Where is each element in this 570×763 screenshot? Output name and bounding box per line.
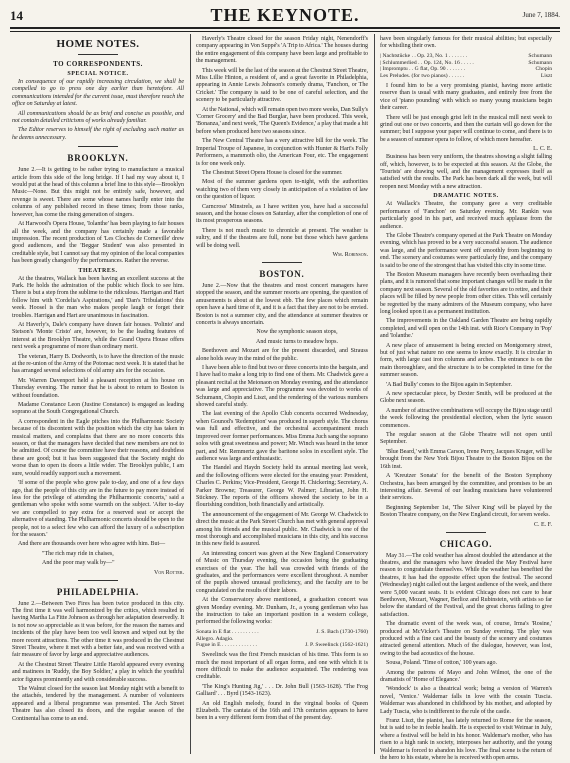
article-signature: C. E. F. xyxy=(533,521,552,528)
column-rule-2 xyxy=(374,34,375,754)
programme-row xyxy=(196,642,368,649)
article-paragraph: I have been able to find but two or three concerts into the bargain, and I have had to make a long trip to find one of them. Mr. Chadwick gave a pleasant recital at the Meionaon on Monday evening, and the attendance was large and appreciative. The programme was devoted to works of Schumann, Chopin and Liszt, and the rendering of the various numbers showed careful study. xyxy=(196,365,368,409)
philadelphia-heading: PHILADELPHIA. xyxy=(56,586,140,597)
column-1 xyxy=(12,36,184,754)
programme-row xyxy=(380,53,552,60)
column-2 xyxy=(196,36,368,754)
article-paragraph: Business has been very uniform, the theatres showing a slight falling off, which, however, is to be expected at this season. At the Globe, the 'Tourists' are drawing well, and the management expresses itself as satisfied with the results. The Park has been dark all the week, but will reopen next Monday with a new attraction. xyxy=(380,154,552,190)
article-paragraph: At the Chestnut Street Theatre Little Harold appeared every evening and matinees in 'Ruddy, the Boy Soldier,' a play in which the youthful actor figures prominently and with considerable success. xyxy=(12,661,184,683)
article-paragraph: Sweelinck was the first French musician of his time. This form is so much the most important of all organ forms, and one with which it is more difficult to make the audience acquainted. The rendering was creditable. xyxy=(196,652,368,681)
article-paragraph: 'Wondock' is also a theatrical work; being a version of Warren's novel, 'Venice.' Waldemar falls in love with the cousin Tuscia. Waldemar was abandoned in childhood by his mother, and adopted by Lady Tuscia, who is indifferent to the rule of the castle. xyxy=(380,686,552,715)
article-paragraph: Franz Liszt, the pianist, has lately returned to Rome for the season, but is said to be in feeble health. He is expected to visit Weimar in July, where a festival will be held in his honor. Waldemar's mother, who has risen to a high rank in society, interposes her authority, and the young Waldemar is forced to abandon his love. The final scene is the return of the hero to his estate, where he is received with open arms. xyxy=(380,718,552,762)
article-paragraph: Madame Constance Leon (Justine Constance) is engaged as leading soprano at the South Congregational Church. xyxy=(12,402,184,416)
section-rule xyxy=(78,580,118,581)
theatres-label: THEATRES. xyxy=(78,267,118,274)
article-paragraph: At the theatres, Wallack has been having an excellent success at the Park. He holds the admiration of the public which flock to see him. There is but a step from the sublime to the ridiculous. Harrigan and Hart follow him with 'Cordelia's Aspirations,' and 'Dan's Tribulations' this week. Hoosel is the man who makes people laugh or forget their troubles. Harrigan and Hart are unanimous in fascination. xyxy=(12,275,184,319)
verse-line: And music turns to meadow hops. xyxy=(256,338,338,345)
article-paragraph: The last evening of the Apollo Club concerts occurred Wednesday, when Gounod's 'Redemption' was produced in superb style. The chorus was full and effective, and the orchestral accompaniment much improved over former performances. Miss Emma Juch sang the soprano solos with great sweetness and power; Mr. Winch was heard in the tenor part, and Mr. Remmertz gave the baritone solos in excellent style. The audience was large and enthusiastic. xyxy=(196,411,368,462)
programme-row xyxy=(380,73,552,80)
article-paragraph: 'Blue Beard,' with Emma Carson, Irene Perry, Jacques Kruger, will be brought from the New York Bijou Theatre to the Boston Bijou on the 16th inst. xyxy=(380,448,552,470)
correspondents-subtitle: TO CORRESPONDENTS. xyxy=(53,60,143,68)
article-paragraph: The Handel and Haydn Society held its annual meeting last week, and the following officers were elected for the ensuing year: President, Charles C. Perkins; Vice-President, George H. Chickering; Secretary, A. Parker Browne; Treasurer, George W. Palmer; Librarian, John H. Stickney. The reports of the officers showed the society to be in a flourishing condition, both financially and artistically. xyxy=(196,465,368,509)
verse-line: Now the symphonic season stops, xyxy=(256,329,338,336)
notice-paragraph: The Editor reserves to himself the right of excluding such matter as he deems unnecessary. xyxy=(12,127,184,141)
programme-table xyxy=(196,629,368,649)
article-paragraph: June 2.—Now that the theatres and most concert managers have stopped the season, and the summer resorts are opening, the question of amusements is about at the lowest ebb. The few places which remain open have a hard time of it, and it is a fact that they are not to be envied. Boston is not a summer city, and the attendance at summer theatres or concerts is always uncertain. xyxy=(196,282,368,326)
article-paragraph: The veteran, Harry B. Dodworth, is to have the direction of the music at the re-union of the Army of the Potomac next week. It is stated that he has arranged several selections of old army airs for the occasion. xyxy=(12,353,184,375)
page-number: 14 xyxy=(10,8,23,23)
programme-composer: Liszt xyxy=(540,73,552,80)
section-rule xyxy=(78,54,118,55)
article-paragraph: The Chestnut Street Opera House is closed for the summer. xyxy=(202,169,343,176)
article-paragraph: I found him to be a very promising pianist, having more artistic reserve than is usual with many graduates, and entirely free from the vice of 'piano pounding' with which so many young musicians begin their career. xyxy=(380,83,552,112)
programme-composer: Schumann xyxy=(528,59,552,66)
article-paragraph: The Boston Museum managers have recently been overhauling their plans, and it is rumored that some important changes will be made in the company next season. Several of the old favorites are to retire, and their places will be filled by new people from other cities. This will certainly be regretted by the many admirers of the Museum company, who have long looked upon it as a permanent institution. xyxy=(380,271,552,315)
article-paragraph: This week will be the last of the season at the Chestnut Street Theatre, Miss Lillie Hinton, a resident of, and a great favorite in Philadelphia, appearing in Annie Lewis Johnson's comedy drama, 'Fanchon, or The Cricket.' The company is said to be one of careful selection, and the scenery to be particularly attractive. xyxy=(196,67,368,104)
programme-composer: J. S. Bach (1730-1760) xyxy=(316,628,368,635)
article-paragraph: Among the patrons of Mayo and John Wilmot, the one of the dramatists of 'Home of Elegance.' xyxy=(380,669,552,684)
article-paragraph: There will be just enough grist left in the musical mill next week to grind out one or two concerts, and then the curtain will go down for the summer; but I suppose your paper will continue to come, and there is to be a season of summer opera to follow, of which more hereafter. xyxy=(380,114,552,143)
programme-table xyxy=(380,53,552,80)
article-paragraph: June 2.—Between Two Fires has been twice produced in this city. The first time it was well harmonized by the critics, which resulted in having Martha La Fitte Johnson as through her adaptation deservedly. It is not now so appreciable as it was before, for the reason the names and incidents of the play have been too well known and wiped out by the more recent attractions. The other time it was produced in the Chestnut Street Theatre, where it met with a better fate, and was received with a fair measure of favor by large and appreciative audiences. xyxy=(12,600,184,659)
boston-heading: BOSTON. xyxy=(259,268,305,279)
article-paragraph: An old English melody, found in the virginal books of Queen Elizabeth. The cantata of the 16th and 17th centuries appears to have been in a very different form from that of the present day. xyxy=(196,700,368,722)
article-paragraph: Sousa, Poland. 'Time of cotton,' 100 years ago. xyxy=(386,660,498,667)
article-paragraph: The improvements in the Oakland Garden Theatre are being rapidly completed, and will open on the 14th inst. with Rice's Company in 'Pop' and 'Iolanthe.' xyxy=(380,318,552,340)
article-paragraph: A correspondent in the Eagle pitches into the Philharmonic Society because of its discontent with the position which the city has taken in musical matters, and complains that there are no more concerts this season, or that the managers have decided that new members are not to be admitted. Of course the committee have their reasons, and doubtless these are good; but it has been suggested that the Society might do worse than to open its doors a little wider. The Brooklyn public, I am sure, would readily support such a movement. xyxy=(12,418,184,477)
section-rule xyxy=(446,532,486,533)
article-paragraph: Most of the summer gardens open to-night, with the authorities watching two of them very closely in anticipation of a violation of law on the question of liquor. xyxy=(196,179,368,201)
section-rule xyxy=(78,146,118,147)
column-3 xyxy=(380,36,552,762)
article-paragraph: The announcement of the engagement of Mr. George W. Chadwick to direct the music at the Park Street Church has met with general approval among his friends and the musical public. Mr. Chadwick is one of the most thorough and accomplished musicians in this city, and his success in this new field is assured. xyxy=(196,511,368,548)
page-header xyxy=(10,5,560,25)
article-paragraph: There is not much music to chronicle at present. The weather is sultry, and if the theatres are full, none but those which have gardens will be doing well. xyxy=(196,227,368,249)
article-paragraph: At the Conservatory above mentioned, a graduation concert was given Monday evening. Mr. Dunham, Jr., a young gentleman who has the instruction to take an important position in a western college, performed the following works: xyxy=(196,597,368,626)
programme-work: | Nachtstücke . . Op. 23, No. 1 . . . . . . . xyxy=(380,52,468,59)
verse-line: And the poor may walk by—" xyxy=(42,560,115,567)
article-paragraph: A new place of amusement is being erected on Montgomery street, but of just what nature no one seems to know exactly. It is circular in form, with large cast iron columns and arches. The entrance is on the main thoroughfare, and the structure is to be completed in time for the summer season. xyxy=(380,342,552,379)
article-paragraph: Beethoven and Mozart are for the present discarded, and Strauss alone holds sway in the mind of the public. xyxy=(196,348,368,362)
article-paragraph: Beginning September 1st, 'The Silver King' will be played by the Boston Theatre company, on the New England circuit, for seven weeks. xyxy=(380,504,552,519)
programme-composer: Schumann xyxy=(528,52,552,59)
article-paragraph: A new spectacular piece, by Dexter Smith, will be produced at the Globe next season. xyxy=(380,391,552,405)
article-paragraph: The New Central Theatre has a very attractive bill for the week. The Imperial Troupe of Japanese, in conjunction with Hunter & Hart's Folly Performers, a mammoth olio, the American Four, etc. The engagement is for one week only. xyxy=(196,138,368,167)
article-paragraph: Mr. Warren Davenport held a pleasant reception at his house on Thursday evening. The rumor that he is about to return to Boston is without foundation. xyxy=(12,377,184,399)
article-paragraph: At Haverly's, Dale's company have drawn fair houses. 'Polinto' and Stetson's 'Monte Cristo' are, however, to be the leading features of interest at the Brooklyn Theatre, while the Grand Opera House offers next week a programme of more than ordinary merit. xyxy=(12,321,184,351)
programme-work: Les Preludes. (for two pianos) . . . . . . xyxy=(380,73,465,80)
column-rule-1 xyxy=(190,34,191,754)
article-paragraph: A number of attractive combinations will occupy the Bijou stage until the week following the presidential election, when the lyric season commences. xyxy=(380,407,552,429)
programme-work: Fugue in E . . . . . . . . . . . . . xyxy=(196,642,257,649)
issue-date: June 7, 1884. xyxy=(522,11,560,19)
article-signature: L. C. E. xyxy=(533,146,552,153)
header-rule-thin xyxy=(10,31,560,32)
article-paragraph: 'The King's Hunting Jig,' . . . Dr. John Bull (1563-1628). 'The Frog Galliard' . . . Byrd (1543-1623). xyxy=(196,683,368,698)
notice-paragraph: All communications should be as brief and concise as possible, and not contain detailed criticisms of works already familiar. xyxy=(12,110,184,125)
article-paragraph: 'A Bad Bully' comes to the Bijou again in September. xyxy=(386,381,513,388)
article-paragraph: May 31.—The cold weather has almost doubled the attendance at the theatres, and the managers who have dreaded the May Festival have reason to congratulate themselves. While the weather has benefited the theatres, it has had the opposite effect upon the festival. The second (Wednesday) night called out the largest audience of the week, and there were 5,000 vacant seats. It is evident Chicago does not care to hear Beethoven, Mozart, Wagner, Berlioz and Rubinstein, with artists so far below the standard of the Festival, and the great chorus failing to give satisfaction. xyxy=(380,552,552,618)
article-paragraph: Haverly's Theatre closed for the season Friday night, Nenendorff's company appearing in Von Suppé's 'A Trip to Africa.' The houses during the entire engagement of this company have been large and profitable to the management. xyxy=(196,36,368,65)
special-notice-label: SPECIAL NOTICE. xyxy=(67,71,129,77)
programme-work: Allegro. Adagio. xyxy=(196,635,234,642)
article-paragraph: Carncross' Minstrels, as I have written you, have had a successful season, and the house closes on Saturday, after the completion of one of its most prosperous seasons. xyxy=(196,203,368,225)
article-paragraph: The Globe Theatre's company opened at the Park Theatre on Monday evening, which has proved to be a very successful season. The audience was large, and the performance went off smoothly from beginning to end. The scenery and costumes were particularly fine, and the company is said to be one of the strongest that has visited this city in some time. xyxy=(380,232,552,269)
article-paragraph: An interesting concert was given at the New England Conservatory of Music on Thursday evening, the occasion being the graduating exercises of the year. The hall was crowded with friends of the graduates, and the performances were excellent throughout. A number of the pupils showed unusual proficiency, and the faculty are to be congratulated on the results of their labors. xyxy=(196,550,368,594)
article-paragraph: The regular season at the Globe Theatre will not open until September. xyxy=(380,432,552,446)
article-paragraph: And there are thousands over here who agree with him. But— xyxy=(18,541,166,548)
header-rule xyxy=(10,27,560,29)
article-paragraph: A 'Kreutzer Sonata' for the benefit of the Boston Symphony Orchestra, has been arranged by the committee, and promises to be an interesting affair. Several of our leading musicians have volunteered their services. xyxy=(380,473,552,502)
article-paragraph: The dramatic event of the week was, of course, Irma's 'Rosine,' produced at McVicker's Theatre on Sunday evening. The play was produced with a fine cast and the beauty of the scenery and costumes attracted general attention. Much of the dialogue, however, was lost, owing to the bad acoustics of the house. xyxy=(380,621,552,657)
brooklyn-heading: BROOKLYN. xyxy=(67,153,129,164)
programme-composer: Chopin xyxy=(535,66,552,73)
home-notes-title: HOME NOTES. xyxy=(56,38,140,50)
article-paragraph: At Wallack's Theatre, the company gave a very creditable performance of 'Fanchon' on Saturday evening. Mr. Rankin was particularly good in his part, and received much applause from the audience. xyxy=(380,201,552,230)
programme-work: Sonata in E flat . . . . . . . . . . xyxy=(196,628,259,635)
chicago-heading: CHICAGO. xyxy=(439,538,493,549)
article-signature: Wm. Robinson. xyxy=(332,251,368,258)
notice-paragraph: In consequence of our rapidly increasing circulation, we shall be compelled to go to press one day earlier than heretofore. All communications intended for the current issue, must therefore reach the office on Saturday at latest. xyxy=(12,79,184,108)
dramatic-notes-label: DRAMATIC NOTES. xyxy=(433,193,499,200)
article-signature: Von Rotter. xyxy=(154,569,184,576)
programme-work: | Schlummerlied . . Op. 124, No. 16 . . . . . xyxy=(380,59,474,66)
programme-row xyxy=(196,629,368,636)
section-rule xyxy=(262,262,302,263)
article-paragraph: June 2.—It is getting to be rather trying to manufacture a musical article from this side of the long bridge. If I had my way about it, I would put at the head of this column a brief line to this style—Brooklyn Music—None. But this might not be entirely safe, however, and revenge is sweet. There are some whose names hardly enter into the columns of any published record in these times; from those ranks, however, has come the rising generation of singers. xyxy=(12,167,184,218)
programme-work: | Impromptu . . G flat, Op. 90 . . . . . . . xyxy=(380,66,466,73)
article-paragraph: 'If some of the people who grow pale to-day, and one of a few days ago, that the people of this city are in the future to pay more instead of less for the privilege of attending the Philharmonic concerts,' said a gentleman who spoke with some warmth on the subject. 'After to-day we are compelled to pay extra for a reserved seat or accept the alternative of standing. The Philharmonic concerts should be open to the people, not to a select few who can afford the luxury of a subscription for the season.' xyxy=(12,480,185,538)
programme-composer: J. P. Sweelinck (1562-1621) xyxy=(305,642,368,649)
article-paragraph: The Walnut closed for the season last Monday night with a benefit to the attachés, tendered by the management. A number of volunteers appeared and a liberal programme was presented. The Arch Street Theatre has also closed its doors, and the regular season of the Continental has come to an end. xyxy=(12,686,184,722)
article-paragraph: At the National, which will remain open two more weeks, Dan Sully's 'Corner Grocery' and the Bad Burglar, have been produced. This week, 'Bonanza,' and next week, 'The Queen's Evidence,' a play that made a hit before when produced here two seasons since. xyxy=(196,106,369,135)
verse-line: "The rich may ride in chaises, xyxy=(42,550,114,557)
article-paragraph: have been singularly famous for their musical abilities; but especially for whistling their own. xyxy=(380,36,552,50)
article-paragraph: At Harwood's Opera House, 'Iolanthe' has been playing to fair houses all the week, and the company has certainly made a favorable impression. The recent production of 'Les Cloches de Corneville' drew good audiences, and the 'Beggar Student' was also presented in creditable style, but I cannot say that my opinion of the local companies has been greatly changed by the performances. Rather the reverse. xyxy=(12,221,184,265)
masthead-title: THE KEYNOTE. xyxy=(210,5,360,25)
